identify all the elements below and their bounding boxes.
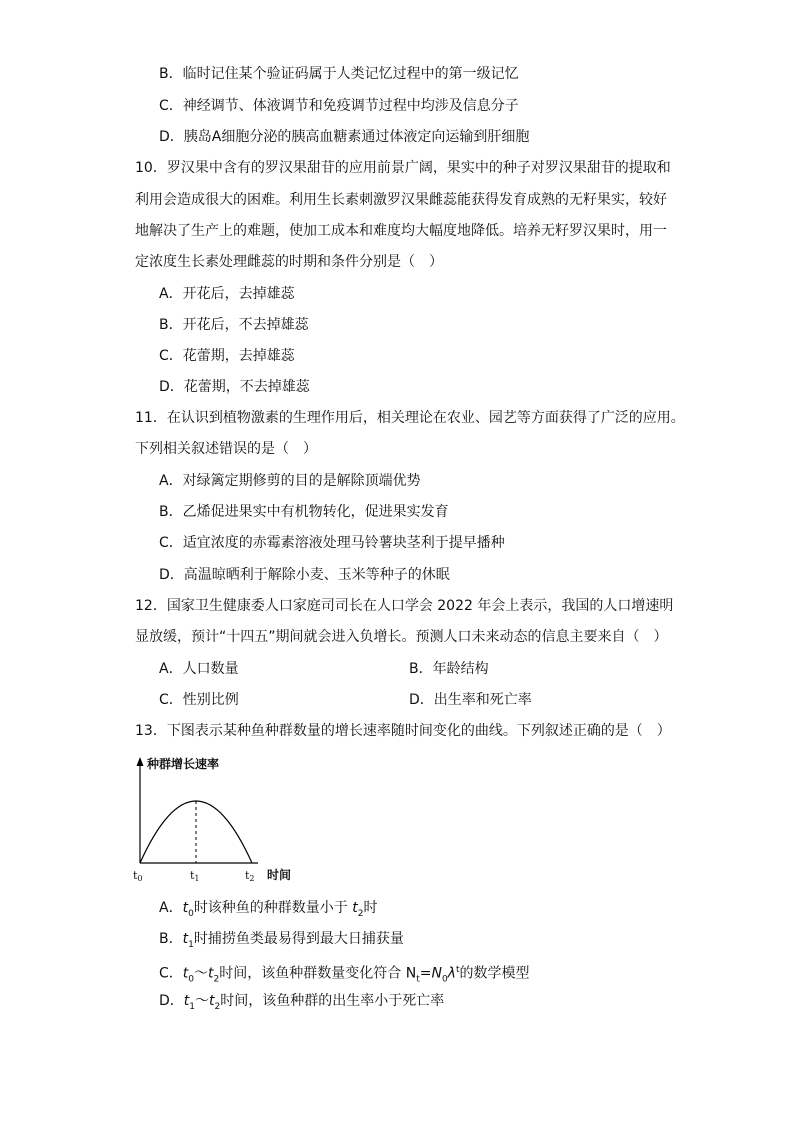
q12-stem-line-2: 显放缓，预计“十四五”期间就会进入负增长。预测人口未来动态的信息主要来自（ ） bbox=[135, 629, 668, 645]
q11-option-c: C．适宜浓度的赤霉素溶液处理马铃薯块茎利于提早播种 bbox=[159, 535, 505, 551]
y-axis-label: 种群增长速率 bbox=[147, 757, 220, 771]
q10-option-c: C．花蕾期，去掉雄蕊 bbox=[159, 348, 295, 364]
q11-option-d: D．高温晾晒利于解除小麦、玉米等种子的休眠 bbox=[159, 567, 450, 583]
q13-option-d: D．$t_1\sim t_2$时间，该鱼种群的出生率小于死亡率 bbox=[159, 993, 445, 1012]
q13-option-a: A．$t_0$时该种鱼的种群数量小于 $t_2$时 bbox=[159, 900, 378, 919]
q10-option-b: B．开花后，不去掉雄蕊 bbox=[159, 317, 309, 333]
q13-option-c: C．$t_0\sim t_2$时间，该鱼种群数量变化符合 $N_t=N_0\lambda^t$的数学模型 bbox=[159, 965, 530, 985]
q10-option-a: A．开花后，去掉雄蕊 bbox=[159, 286, 295, 302]
tick-t0: t0 bbox=[133, 869, 143, 883]
q11-option-b: B．乙烯促进果实中有机物转化，促进果实发育 bbox=[159, 504, 449, 520]
q10-stem-line-2: 利用会造成很大的困难。利用生长素刺激罗汉果雌蕊能获得发育成熟的无籽果实，较好 bbox=[135, 192, 667, 208]
q11-stem-line-1: 11．在认识到植物激素的生理作用后，相关理论在农业、园艺等方面获得了广泛的应用。 bbox=[135, 410, 685, 426]
growth-rate-graph bbox=[128, 755, 318, 885]
q12-stem-line-1: 12．国家卫生健康委人口家庭司司长在人口学会 2022 年会上表示，我国的人口增速明 bbox=[135, 598, 674, 614]
tick-t1: t1 bbox=[190, 869, 200, 883]
q13-option-b: B．$t_1$时捕捞鱼类最易得到最大日捕获量 bbox=[159, 931, 404, 950]
q12-option-a: A．人口数量 bbox=[159, 661, 239, 677]
q10-stem-line-4: 定浓度生长素处理雌蕊的时期和条件分别是（ ） bbox=[135, 254, 443, 270]
q10-stem-line-3: 地解决了生产上的难题，使加工成本和难度均大幅度地降低。培养无籽罗汉果时，用一 bbox=[135, 223, 667, 239]
x-axis-label: 时间 bbox=[267, 868, 292, 882]
q9-option-d: D．胰岛A细胞分泌的胰高血糖素通过体液定向运输到肝细胞 bbox=[159, 129, 530, 145]
q11-option-a: A．对绿篱定期修剪的目的是解除顶端优势 bbox=[159, 473, 421, 489]
tick-t2: t2 bbox=[245, 869, 255, 883]
q10-stem-line-1: 10．罗汉果中含有的罗汉果甜苷的应用前景广阔，果实中的种子对罗汉果甜苷的提取和 bbox=[135, 160, 671, 176]
q12-option-c: C．性别比例 bbox=[159, 692, 239, 708]
q11-stem-line-2: 下列相关叙述错误的是（ ） bbox=[135, 441, 317, 457]
q12-option-d: D．出生率和死亡率 bbox=[409, 692, 532, 708]
q9-option-b: B．临时记住某个验证码属于人类记忆过程中的第一级记忆 bbox=[159, 66, 519, 82]
q13-stem: 13．下图表示某种鱼种群数量的增长速率随时间变化的曲线。下列叙述正确的是（ ） bbox=[135, 723, 671, 739]
q9-option-c: C．神经调节、体液调节和免疫调节过程中均涉及信息分子 bbox=[159, 98, 519, 114]
q10-option-d: D．花蕾期，不去掉雄蕊 bbox=[159, 379, 310, 395]
q12-option-b: B．年龄结构 bbox=[409, 661, 489, 677]
y-axis-arrow bbox=[137, 757, 144, 766]
